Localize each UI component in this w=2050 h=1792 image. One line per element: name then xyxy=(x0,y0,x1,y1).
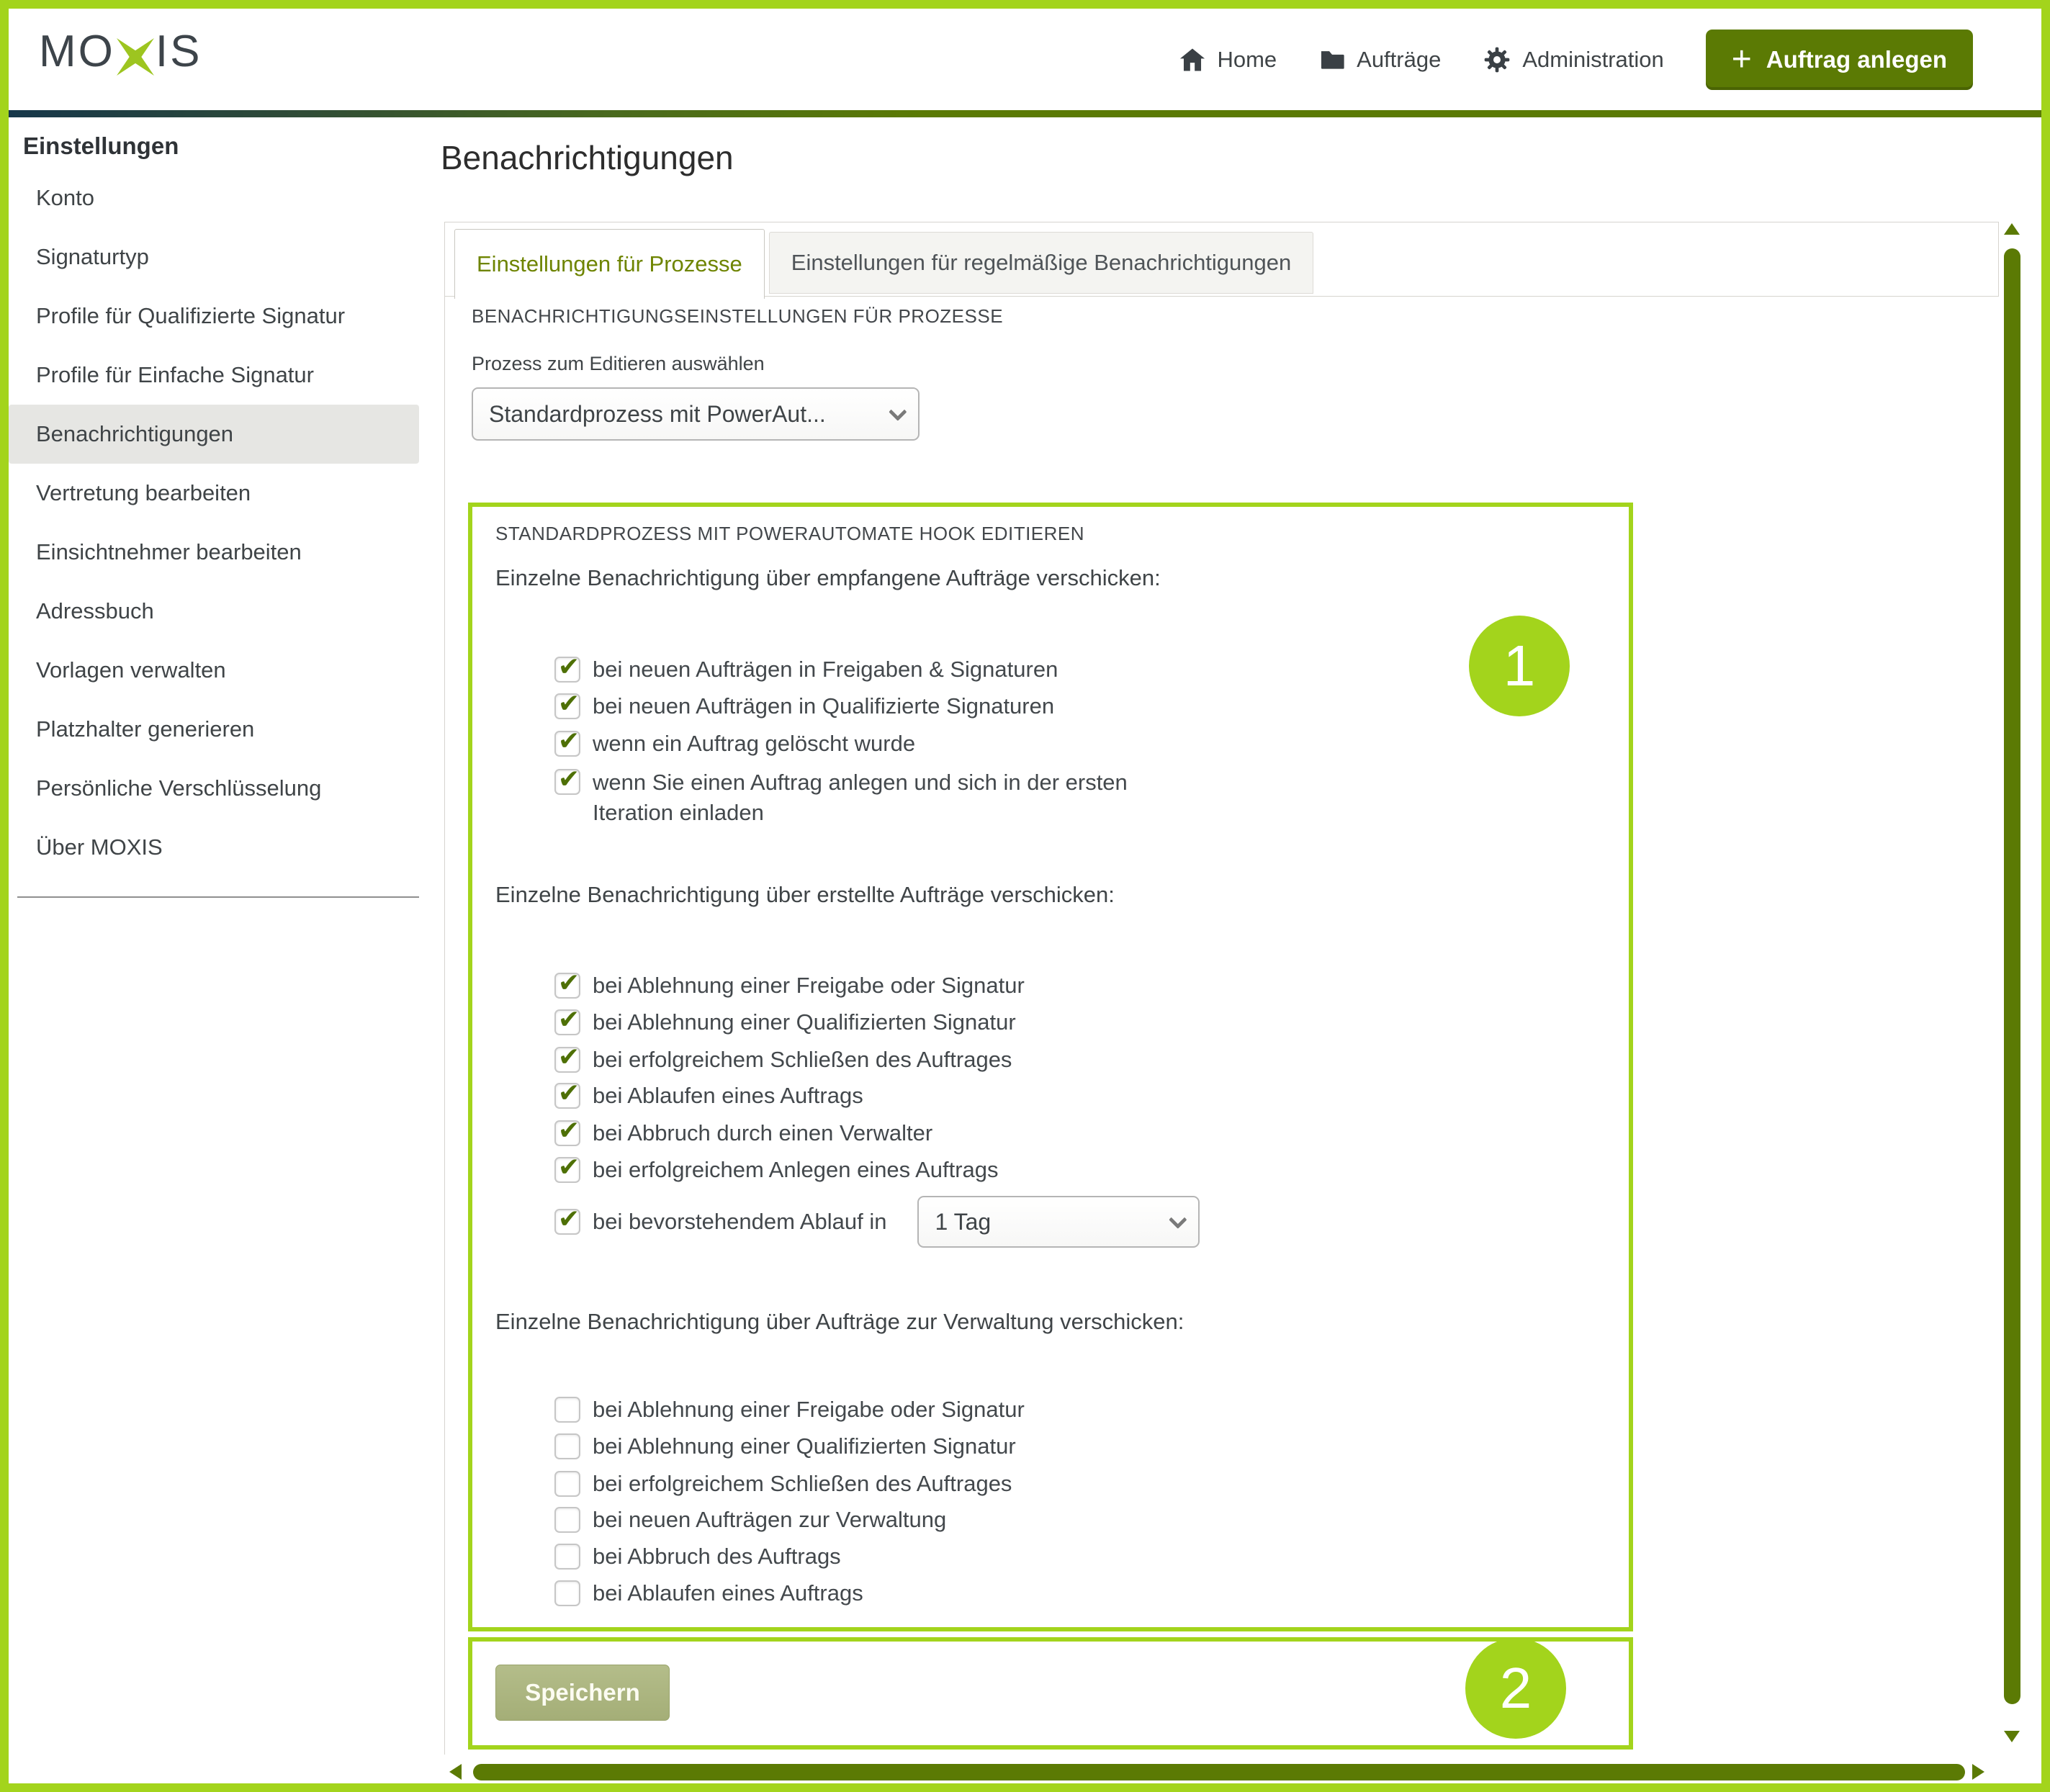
moxis-x-icon xyxy=(117,35,154,73)
vscroll-down-arrow[interactable] xyxy=(2004,1731,2020,1742)
gear-icon xyxy=(1483,45,1511,74)
hscroll-left-arrow[interactable] xyxy=(449,1764,462,1780)
home-icon xyxy=(1179,46,1206,73)
checkbox-checked[interactable] xyxy=(554,726,580,757)
sidebar-item-vertretung[interactable]: Vertretung bearbeiten xyxy=(36,480,251,505)
nav-home[interactable] xyxy=(1179,46,1277,73)
checkbox-row xyxy=(554,689,1055,721)
annotation-box-1 xyxy=(468,503,1633,1631)
sidebar-item-vorlagen[interactable]: Vorlagen verwalten xyxy=(36,657,226,683)
group-label-verwaltung: Einzelne Benachrichtigung über Aufträge zur Verwaltung verschicken: xyxy=(495,1309,1184,1334)
checkbox-label: bei neuen Aufträgen in Qualifizierte Signaturen xyxy=(593,693,1055,719)
sidebar-item-platzhalter[interactable]: Platzhalter generieren xyxy=(36,716,255,742)
checkbox-row xyxy=(554,1505,946,1534)
annotation-badge-2: 2 xyxy=(1465,1638,1566,1739)
tab-bar xyxy=(444,222,1999,297)
checkbox-label: bei erfolgreichem Anlegen eines Auftrags xyxy=(593,1157,999,1182)
header-divider xyxy=(9,110,2041,117)
check-icon: ✔ xyxy=(557,726,580,756)
sidebar-title: Einstellungen xyxy=(23,132,179,159)
checkbox-label: bei Ablaufen eines Auftrags xyxy=(593,1083,863,1108)
chevron-down-icon xyxy=(889,402,907,420)
header-nav xyxy=(1179,9,1973,110)
nav-auftraege[interactable] xyxy=(1318,46,1441,73)
vertical-scrollbar-thumb[interactable] xyxy=(2004,248,2020,1704)
checkbox-label: bei Ablehnung einer Freigabe oder Signatur xyxy=(593,973,1025,998)
group-label-empfangene: Einzelne Benachrichtigung über empfangene Aufträge verschicken: xyxy=(495,565,1161,590)
checkbox-row xyxy=(554,1081,863,1110)
sidebar-item-signaturtyp[interactable]: Signaturtyp xyxy=(36,244,149,269)
annotation-badge-1: 1 xyxy=(1469,616,1570,716)
folder-icon xyxy=(1318,46,1346,73)
check-icon: ✔ xyxy=(557,1079,580,1108)
checkbox-label: bei Ablehnung einer Qualifizierten Signatur xyxy=(593,1433,1016,1459)
hscroll-right-arrow[interactable] xyxy=(1972,1764,1984,1780)
checkbox-checked[interactable] xyxy=(554,1116,580,1146)
checkbox-unchecked[interactable] xyxy=(554,1471,580,1497)
checkbox-checked[interactable] xyxy=(554,652,580,683)
horizontal-scrollbar-thumb[interactable] xyxy=(473,1764,1965,1780)
checkbox-row xyxy=(554,726,916,758)
checkbox-label: bei Abbruch des Auftrags xyxy=(593,1544,841,1569)
check-icon: ✔ xyxy=(557,652,580,682)
checkbox-row xyxy=(554,1542,841,1571)
nav-administration[interactable] xyxy=(1483,45,1663,74)
logo-text-post: IS xyxy=(155,27,202,76)
checkbox-row xyxy=(554,1432,1016,1461)
checkbox-label: bei neuen Aufträgen in Freigaben & Signaturen xyxy=(593,657,1058,682)
check-icon: ✔ xyxy=(557,1205,580,1234)
checkbox-label: wenn Sie einen Auftrag anlegen und sich in der ersten Iteration einladen xyxy=(593,770,1128,825)
checkbox-label: bei Ablehnung einer Freigabe oder Signatur xyxy=(593,1397,1025,1422)
moxis-logo[interactable] xyxy=(39,26,202,77)
process-select[interactable] xyxy=(472,387,920,441)
checkbox-row xyxy=(554,1153,999,1184)
sidebar-divider xyxy=(17,896,419,898)
checkbox-checked[interactable] xyxy=(554,1043,580,1073)
annotation-box-2 xyxy=(468,1637,1633,1750)
app-header xyxy=(9,9,2041,110)
checkbox-label: bei Ablaufen eines Auftrags xyxy=(593,1580,863,1606)
checkbox-checked[interactable] xyxy=(554,1153,580,1183)
sidebar-item-verschluesselung[interactable]: Persönliche Verschlüsselung xyxy=(36,775,322,801)
checkbox-row xyxy=(554,767,1176,828)
process-select-label: Prozess zum Editieren auswählen xyxy=(472,353,765,374)
check-icon: ✔ xyxy=(557,1005,580,1035)
sidebar-item-benachrichtigungen[interactable]: Benachrichtigungen xyxy=(9,405,419,464)
checkbox-row xyxy=(554,652,1058,684)
checkbox-checked[interactable] xyxy=(554,689,580,719)
checkbox-unchecked[interactable] xyxy=(554,1397,580,1423)
save-button[interactable]: Speichern xyxy=(495,1665,670,1721)
checkbox-row xyxy=(554,1116,933,1148)
editor-heading: STANDARDPROZESS MIT POWERAUTOMATE HOOK EDITIEREN xyxy=(495,523,1085,544)
nav-home-label: Home xyxy=(1217,46,1277,72)
sidebar-item-konto[interactable]: Konto xyxy=(36,185,95,210)
checkbox-checked[interactable] xyxy=(554,968,580,999)
sidebar-item-ueber-moxis[interactable]: Über MOXIS xyxy=(36,834,163,860)
checkbox-checked[interactable] xyxy=(554,765,580,795)
checkbox-unchecked[interactable] xyxy=(554,1544,580,1570)
checkbox-label: bei bevorstehendem Ablauf in xyxy=(593,1209,887,1234)
checkbox-unchecked[interactable] xyxy=(554,1580,580,1606)
tab-einstellungen-prozesse[interactable]: Einstellungen für Prozesse xyxy=(454,229,765,299)
checkbox-label: bei neuen Aufträgen zur Verwaltung xyxy=(593,1507,947,1532)
checkbox-row xyxy=(554,1579,863,1608)
check-icon: ✔ xyxy=(557,1153,580,1182)
logo-text-pre: MO xyxy=(39,27,115,76)
check-icon: ✔ xyxy=(557,1043,580,1072)
check-icon: ✔ xyxy=(557,689,580,719)
checkbox-row xyxy=(554,1005,1016,1037)
checkbox-label: bei Abbruch durch einen Verwalter xyxy=(593,1120,933,1145)
check-icon: ✔ xyxy=(557,765,580,794)
sidebar-item-profile-qualifizierte[interactable]: Profile für Qualifizierte Signatur xyxy=(36,303,346,328)
sidebar-item-einsichtnehmer[interactable]: Einsichtnehmer bearbeiten xyxy=(36,539,302,564)
checkbox-unchecked[interactable] xyxy=(554,1433,580,1459)
vscroll-up-arrow[interactable] xyxy=(2004,223,2020,235)
check-icon: ✔ xyxy=(557,968,580,998)
checkbox-row-with-select xyxy=(554,1196,1200,1248)
tab-regelmaessige-benachrichtigungen[interactable]: Einstellungen für regelmäßige Benachrichtigungen xyxy=(769,232,1314,294)
nav-auftraege-label: Aufträge xyxy=(1357,46,1442,72)
checkbox-row xyxy=(554,1045,1012,1074)
nav-administration-label: Administration xyxy=(1522,46,1664,72)
check-icon: ✔ xyxy=(557,1116,580,1145)
chevron-down-icon xyxy=(1169,1210,1187,1228)
create-order-button[interactable]: + Auftrag anlegen xyxy=(1706,30,1973,90)
tab-panel-border xyxy=(444,297,445,1755)
checkbox-label: wenn ein Auftrag gelöscht wurde xyxy=(593,731,916,756)
process-select-value: Standardprozess mit PowerAut... xyxy=(489,400,826,427)
page-title: Benachrichtigungen xyxy=(441,139,734,176)
checkbox-row xyxy=(554,1395,1025,1424)
expiry-days-value: 1 Tag xyxy=(935,1208,992,1235)
checkbox-unchecked[interactable] xyxy=(554,1507,580,1533)
settings-menu xyxy=(9,168,429,877)
checkbox-row xyxy=(554,968,1025,1000)
section-heading: BENACHRICHTIGUNGSEINSTELLUNGEN FÜR PROZESSE xyxy=(472,305,1004,327)
checkbox-checked[interactable] xyxy=(554,1005,580,1035)
group-label-erstellte: Einzelne Benachrichtigung über erstellte Aufträge verschicken: xyxy=(495,882,1115,907)
checkbox-row xyxy=(554,1469,1012,1498)
checkbox-label: bei erfolgreichem Schließen des Auftrages xyxy=(593,1047,1012,1072)
checkbox-checked[interactable] xyxy=(554,1205,580,1235)
sidebar-item-profile-einfache[interactable]: Profile für Einfache Signatur xyxy=(36,362,314,387)
checkbox-label: bei erfolgreichem Schließen des Auftrages xyxy=(593,1471,1012,1496)
checkbox-checked[interactable] xyxy=(554,1079,580,1109)
sidebar-item-adressbuch[interactable]: Adressbuch xyxy=(36,598,154,623)
create-order-label: Auftrag anlegen xyxy=(1766,45,1947,73)
expiry-days-select[interactable] xyxy=(917,1196,1200,1248)
checkbox-label: bei Ablehnung einer Qualifizierten Signatur xyxy=(593,1009,1016,1035)
